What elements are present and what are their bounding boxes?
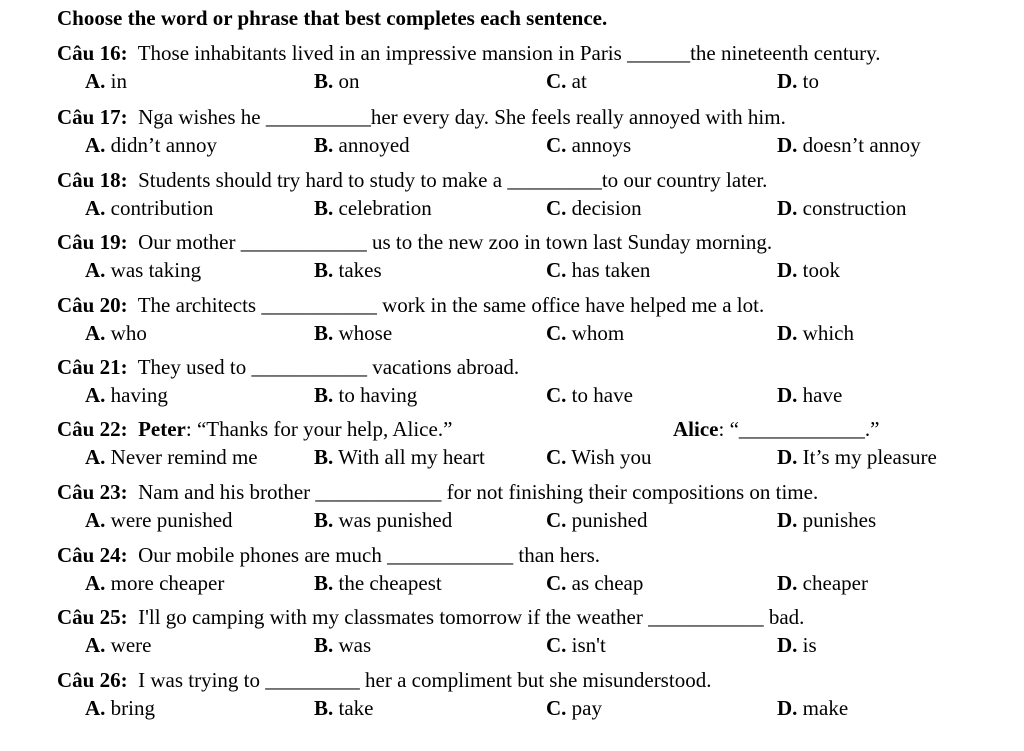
option-c[interactable]: C. to have xyxy=(546,383,633,407)
stem-before: Our mother xyxy=(138,230,241,254)
stem-before: Students should try hard to study to make a xyxy=(138,168,508,192)
option-b[interactable]: B. annoyed xyxy=(314,133,410,157)
question-24 xyxy=(0,542,1024,604)
stem-before: Our mobile phones are much xyxy=(138,543,388,567)
option-d[interactable]: D. It’s my pleasure xyxy=(777,445,937,469)
answer-options xyxy=(0,632,1024,660)
stem-before: The architects xyxy=(137,293,262,317)
stem-after: her every day. She feels really annoyed with him. xyxy=(370,105,786,129)
question-stem xyxy=(57,542,600,568)
question-number: Câu 19: xyxy=(57,230,128,254)
stem-before: I was trying to xyxy=(138,668,266,692)
option-c[interactable]: C. as cheap xyxy=(546,571,644,595)
question-number: Câu 20: xyxy=(57,293,128,317)
stem-before: I'll go camping with my classmates tomorrow if the weather xyxy=(138,605,649,629)
option-d[interactable]: D. is xyxy=(777,633,817,657)
stem-after: than hers. xyxy=(513,543,601,567)
option-a[interactable]: A. having xyxy=(85,383,168,407)
option-b[interactable]: B. takes xyxy=(314,258,382,282)
answer-blank: ___________ xyxy=(648,605,764,629)
option-b[interactable]: B. celebration xyxy=(314,196,432,220)
option-c[interactable]: C. whom xyxy=(546,321,625,345)
answer-options xyxy=(0,444,1024,472)
stem-before: They used to xyxy=(137,355,252,379)
option-b[interactable]: B. on xyxy=(314,69,360,93)
question-number: Câu 17: xyxy=(57,105,128,129)
option-b[interactable]: B. take xyxy=(314,696,374,720)
answer-blank: __________ xyxy=(265,105,371,129)
option-d[interactable]: D. make xyxy=(777,696,849,720)
question-stem xyxy=(57,354,519,380)
option-d[interactable]: D. construction xyxy=(777,196,907,220)
question-18 xyxy=(0,167,1024,229)
answer-options xyxy=(0,695,1024,723)
answer-blank: ______ xyxy=(627,41,691,65)
answer-blank: ____________ xyxy=(315,480,442,504)
answer-options xyxy=(0,507,1024,535)
option-d[interactable]: D. which xyxy=(777,321,854,345)
answer-options xyxy=(0,68,1024,96)
option-a[interactable]: A. were xyxy=(85,633,152,657)
question-stem xyxy=(57,167,767,193)
option-a[interactable]: A. was taking xyxy=(85,258,202,282)
question-number: Câu 23: xyxy=(57,480,128,504)
stem-after: us to the new zoo in town last Sunday morning. xyxy=(366,230,773,254)
option-c[interactable]: C. at xyxy=(546,69,587,93)
option-c[interactable]: C. annoys xyxy=(546,133,632,157)
question-stem xyxy=(57,229,772,255)
option-c[interactable]: C. Wish you xyxy=(546,445,652,469)
answer-options xyxy=(0,570,1024,598)
question-16 xyxy=(0,40,1024,102)
question-number: Câu 22: xyxy=(57,417,128,441)
stem-after: vacations abroad. xyxy=(366,355,520,379)
stem-after: her a compliment but she misunderstood. xyxy=(359,668,712,692)
option-d[interactable]: D. to xyxy=(777,69,820,93)
answer-options xyxy=(0,320,1024,348)
question-stem xyxy=(57,40,881,66)
question-26 xyxy=(0,667,1024,729)
answer-blank: ____________ xyxy=(240,230,367,254)
question-21 xyxy=(0,354,1024,416)
question-number: Câu 24: xyxy=(57,543,128,567)
question-stem xyxy=(57,104,786,130)
question-17 xyxy=(0,104,1024,166)
option-d[interactable]: D. punishes xyxy=(777,508,877,532)
answer-blank: ___________ xyxy=(261,293,377,317)
stem-after: work in the same office have helped me a lot. xyxy=(376,293,765,317)
answer-options xyxy=(0,195,1024,223)
question-19 xyxy=(0,229,1024,291)
option-c[interactable]: C. decision xyxy=(546,196,642,220)
option-b[interactable]: B. With all my heart xyxy=(314,445,485,469)
option-d[interactable]: D. cheaper xyxy=(777,571,868,595)
answer-options xyxy=(0,257,1024,285)
question-stem xyxy=(57,667,711,693)
instructions-heading: Choose the word or phrase that best completes each sentence. xyxy=(57,6,608,30)
option-c[interactable]: C. has taken xyxy=(546,258,651,282)
option-a[interactable]: A. bring xyxy=(85,696,155,720)
option-a[interactable]: A. in xyxy=(85,69,128,93)
alice-response: Alice: “____________.” xyxy=(673,417,880,441)
option-a[interactable]: A. were punished xyxy=(85,508,233,532)
answer-blank: _________ xyxy=(265,668,360,692)
option-c[interactable]: C. isn't xyxy=(546,633,606,657)
speaker-peter: Peter xyxy=(138,417,186,441)
stem-after: bad. xyxy=(763,605,805,629)
option-a[interactable]: A. Never remind me xyxy=(85,445,258,469)
option-b[interactable]: B. was punished xyxy=(314,508,453,532)
stem-before: Those inhabitants lived in an impressive mansion in Paris xyxy=(137,41,628,65)
question-number: Câu 25: xyxy=(57,605,128,629)
question-number: Câu 18: xyxy=(57,168,128,192)
option-d[interactable]: D. have xyxy=(777,383,843,407)
answer-blank: _________ xyxy=(507,168,602,192)
option-c[interactable]: C. punished xyxy=(546,508,648,532)
question-stem xyxy=(57,292,764,318)
answer-blank: ____________ xyxy=(738,417,865,441)
option-d[interactable]: D. doesn’t annoy xyxy=(777,133,921,157)
answer-blank: ___________ xyxy=(251,355,367,379)
answer-options xyxy=(0,382,1024,410)
answer-options xyxy=(0,132,1024,160)
option-b[interactable]: B. to having xyxy=(314,383,418,407)
option-b[interactable]: B. was xyxy=(314,633,372,657)
question-stem xyxy=(57,416,452,442)
stem-after: to our country later. xyxy=(601,168,768,192)
question-20 xyxy=(0,292,1024,354)
question-stem xyxy=(57,604,804,630)
answer-blank: ____________ xyxy=(387,543,514,567)
stem-after: the nineteenth century. xyxy=(690,41,881,65)
peter-line: : “Thanks for your help, Alice.” xyxy=(185,417,453,441)
question-number: Câu 16: xyxy=(57,41,128,65)
stem-before: Nga wishes he xyxy=(138,105,266,129)
option-c[interactable]: C. pay xyxy=(546,696,602,720)
speaker-alice: Alice xyxy=(673,417,719,441)
option-a[interactable]: A. didn’t annoy xyxy=(85,133,218,157)
option-b[interactable]: B. the cheapest xyxy=(314,571,442,595)
question-number: Câu 21: xyxy=(57,355,128,379)
stem-after: for not finishing their compositions on time. xyxy=(441,480,819,504)
stem-before: Nam and his brother xyxy=(138,480,316,504)
question-number: Câu 26: xyxy=(57,668,128,692)
option-a[interactable]: A. contribution xyxy=(85,196,214,220)
option-d[interactable]: D. took xyxy=(777,258,841,282)
option-a[interactable]: A. more cheaper xyxy=(85,571,225,595)
question-22 xyxy=(0,416,1024,478)
option-b[interactable]: B. whose xyxy=(314,321,393,345)
question-23 xyxy=(0,479,1024,541)
question-25 xyxy=(0,604,1024,666)
option-a[interactable]: A. who xyxy=(85,321,147,345)
question-stem xyxy=(57,479,818,505)
